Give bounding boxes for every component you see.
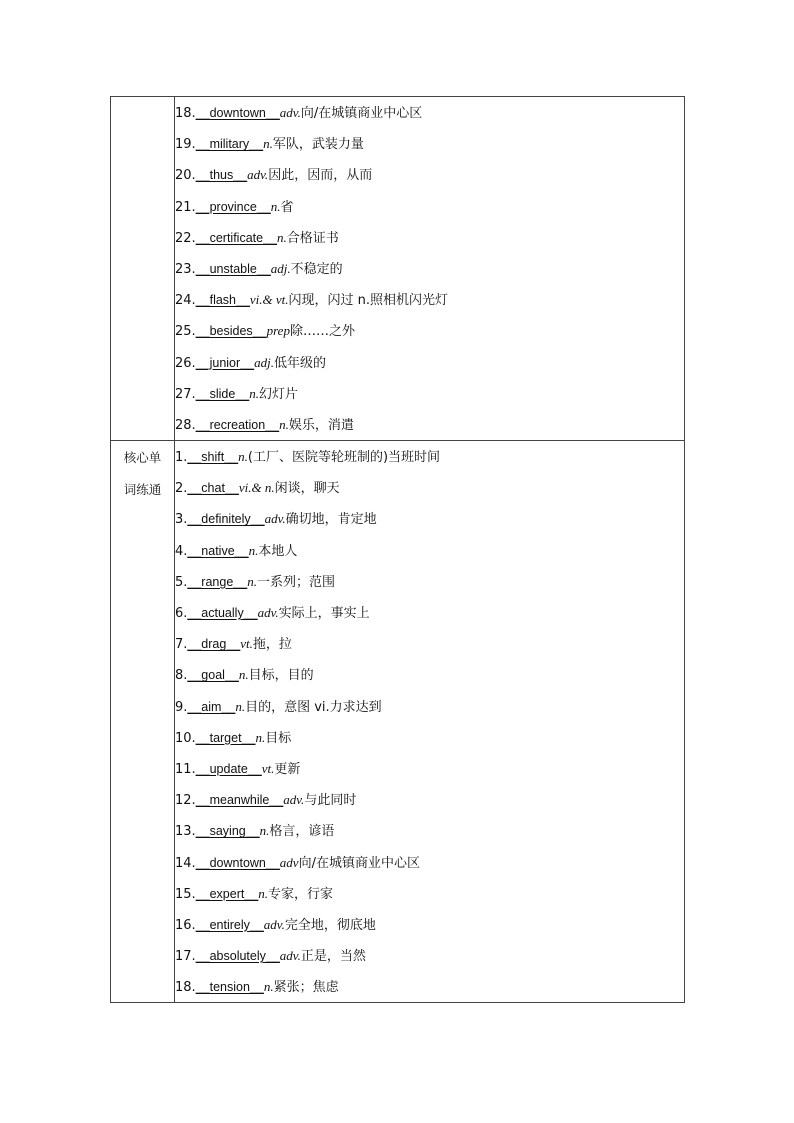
answer-word: __thus__ bbox=[195, 168, 248, 183]
entry-number: 7. bbox=[175, 637, 188, 653]
entry-number: 22. bbox=[175, 230, 196, 246]
entry-number: 4. bbox=[175, 543, 188, 559]
part-of-speech: n. bbox=[259, 823, 270, 839]
section-label-cell bbox=[111, 97, 175, 441]
part-of-speech: adv bbox=[279, 854, 299, 870]
part-of-speech: n. bbox=[235, 698, 246, 714]
section-label-cell bbox=[111, 441, 175, 1003]
entry-number: 24. bbox=[175, 293, 196, 309]
entry-number: 1. bbox=[175, 450, 188, 466]
answer-word: __slide__ bbox=[195, 386, 250, 401]
vocab-entry bbox=[175, 722, 684, 753]
entry-number: 18. bbox=[175, 106, 196, 121]
chinese-meaning: 低年级的 bbox=[273, 355, 326, 371]
chinese-meaning: (工厂、医院等轮班制的)当班时间 bbox=[247, 450, 441, 466]
entry-number: 15. bbox=[175, 886, 196, 902]
vocab-entry bbox=[175, 97, 684, 128]
chinese-meaning: 正是，当然 bbox=[300, 949, 366, 965]
vocab-entry bbox=[175, 566, 684, 597]
answer-word: __chat__ bbox=[187, 481, 239, 496]
vocabulary-table bbox=[110, 96, 685, 1003]
chinese-meaning: 向/在城镇商业中心区 bbox=[298, 855, 420, 871]
part-of-speech: adv. bbox=[247, 167, 269, 183]
answer-word: __drag__ bbox=[187, 637, 241, 652]
vocab-entry bbox=[175, 441, 684, 472]
vocab-entry bbox=[175, 909, 684, 940]
answer-word: __besides__ bbox=[195, 324, 267, 339]
vocab-entry bbox=[175, 753, 684, 784]
answer-word: __actually__ bbox=[187, 606, 258, 620]
word-list bbox=[175, 97, 685, 441]
part-of-speech: n. bbox=[249, 385, 259, 401]
chinese-meaning: 军队，武装力量 bbox=[272, 137, 364, 153]
entry-number: 16. bbox=[175, 917, 196, 933]
word-list bbox=[175, 441, 685, 1003]
answer-word: __certificate__ bbox=[195, 230, 277, 245]
chinese-meaning: 紧张；焦虑 bbox=[273, 980, 339, 996]
answer-word: __entirely__ bbox=[195, 917, 264, 932]
vocab-entry bbox=[175, 315, 684, 346]
answer-word: __absolutely__ bbox=[195, 949, 280, 964]
part-of-speech: vt. bbox=[240, 636, 253, 652]
vocab-entry bbox=[175, 971, 684, 1002]
answer-word: __province__ bbox=[195, 199, 271, 214]
vocab-entry bbox=[175, 784, 684, 815]
chinese-meaning: 幻灯片 bbox=[258, 386, 298, 402]
vocab-entry bbox=[175, 284, 684, 315]
answer-word: __goal__ bbox=[187, 668, 239, 683]
part-of-speech: n. bbox=[279, 416, 289, 432]
vocab-entry bbox=[175, 378, 684, 409]
part-of-speech: adv. bbox=[279, 105, 301, 120]
vocab-entry bbox=[175, 159, 684, 190]
part-of-speech: adv. bbox=[263, 916, 285, 932]
chinese-meaning: 因此，因而，从而 bbox=[268, 168, 373, 184]
chinese-meaning: 合格证书 bbox=[286, 230, 339, 246]
answer-word: __flash__ bbox=[195, 293, 250, 308]
vocab-entry bbox=[175, 191, 684, 222]
entry-number: 10. bbox=[175, 730, 196, 746]
vocab-entry bbox=[175, 503, 684, 534]
chinese-meaning: 实际上，事实上 bbox=[278, 606, 370, 621]
chinese-meaning: 闲谈，聊天 bbox=[274, 481, 340, 497]
entry-number: 27. bbox=[175, 386, 196, 402]
entry-number: 12. bbox=[175, 793, 196, 809]
chinese-meaning: 目标，目的 bbox=[248, 668, 314, 684]
chinese-meaning: 与此同时 bbox=[304, 793, 357, 809]
answer-word: __range__ bbox=[187, 574, 248, 589]
part-of-speech: n. bbox=[247, 573, 257, 589]
answer-word: __downtown__ bbox=[195, 855, 280, 870]
vocab-entry bbox=[175, 222, 684, 253]
chinese-meaning: 确切地，肯定地 bbox=[285, 512, 377, 528]
vocab-entry bbox=[175, 409, 684, 440]
vocab-entry bbox=[175, 628, 684, 659]
chinese-meaning: 完全地，彻底地 bbox=[284, 917, 376, 933]
vocab-entry bbox=[175, 940, 684, 971]
chinese-meaning: 向/在城镇商业中心区 bbox=[300, 106, 423, 121]
part-of-speech: vi.& n. bbox=[238, 480, 275, 496]
section-row-core-words bbox=[111, 441, 685, 1003]
vocab-entry bbox=[175, 128, 684, 159]
part-of-speech: n. bbox=[277, 229, 287, 245]
section-label-line: 核心单 bbox=[123, 450, 162, 466]
vocab-entry bbox=[175, 847, 684, 878]
entry-number: 8. bbox=[175, 668, 188, 684]
answer-word: __downtown__ bbox=[195, 106, 280, 120]
vocab-entry bbox=[175, 347, 684, 378]
entry-number: 5. bbox=[175, 574, 188, 590]
vocab-entry bbox=[175, 472, 684, 503]
entry-number: 21. bbox=[175, 199, 196, 215]
part-of-speech: n. bbox=[238, 449, 248, 465]
entry-number: 17. bbox=[175, 949, 196, 965]
part-of-speech: adj. bbox=[270, 260, 291, 276]
vocab-entry bbox=[175, 878, 684, 909]
entry-number: 14. bbox=[175, 855, 196, 871]
answer-word: __tension__ bbox=[195, 980, 264, 995]
entry-number: 13. bbox=[175, 824, 196, 840]
entry-number: 19. bbox=[175, 137, 196, 153]
answer-word: __saying__ bbox=[195, 824, 260, 839]
answer-word: __native__ bbox=[187, 543, 249, 558]
entry-number: 2. bbox=[175, 481, 188, 497]
entry-number: 23. bbox=[175, 261, 196, 277]
part-of-speech: prep bbox=[266, 323, 290, 339]
part-of-speech: adv. bbox=[257, 605, 279, 620]
answer-word: __update__ bbox=[195, 761, 262, 776]
answer-word: __military__ bbox=[195, 137, 264, 152]
vocab-entry bbox=[175, 815, 684, 846]
chinese-meaning: 本地人 bbox=[258, 543, 298, 559]
entry-number: 20. bbox=[175, 168, 196, 184]
chinese-meaning: 娱乐，消遣 bbox=[288, 417, 354, 433]
entry-number: 28. bbox=[175, 417, 196, 433]
entry-number: 11. bbox=[175, 761, 196, 777]
answer-word: __expert__ bbox=[195, 886, 259, 901]
answer-word: __meanwhile__ bbox=[195, 793, 284, 808]
entry-number: 25. bbox=[175, 324, 196, 340]
chinese-meaning: 拖，拉 bbox=[252, 637, 292, 653]
entry-number: 3. bbox=[175, 512, 188, 528]
part-of-speech: n. bbox=[263, 979, 274, 995]
part-of-speech: adj. bbox=[254, 354, 274, 370]
part-of-speech: n. bbox=[258, 885, 268, 901]
chinese-meaning: 目的，意图 vi.力求达到 bbox=[245, 699, 382, 715]
answer-word: __target__ bbox=[195, 730, 256, 745]
chinese-meaning: 闪现，闪过 n.照相机闪光灯 bbox=[288, 293, 449, 309]
answer-word: __definitely__ bbox=[187, 512, 265, 527]
vocab-entry bbox=[175, 659, 684, 690]
vocab-entry bbox=[175, 535, 684, 566]
answer-word: __recreation__ bbox=[195, 417, 280, 432]
part-of-speech: vi.& vt. bbox=[249, 292, 289, 308]
chinese-meaning: 省 bbox=[280, 199, 294, 215]
section-row-continued bbox=[111, 97, 685, 441]
part-of-speech: n. bbox=[238, 667, 249, 683]
part-of-speech: vt. bbox=[261, 760, 275, 776]
vocab-entry bbox=[175, 253, 684, 284]
chinese-meaning: 不稳定的 bbox=[290, 261, 343, 277]
part-of-speech: n. bbox=[248, 542, 259, 558]
chinese-meaning: 更新 bbox=[274, 761, 301, 777]
answer-word: __junior__ bbox=[195, 355, 255, 370]
entry-number: 6. bbox=[175, 606, 188, 621]
part-of-speech: n. bbox=[263, 136, 273, 152]
part-of-speech: adv. bbox=[283, 792, 305, 808]
chinese-meaning: 格言，谚语 bbox=[269, 824, 335, 840]
entry-number: 18. bbox=[175, 980, 196, 996]
vocab-entry bbox=[175, 597, 684, 628]
part-of-speech: adv. bbox=[279, 948, 301, 964]
part-of-speech: adv. bbox=[264, 511, 286, 527]
answer-word: __unstable__ bbox=[195, 261, 271, 276]
entry-number: 9. bbox=[175, 699, 188, 715]
vocabulary-table-body bbox=[111, 97, 685, 1003]
section-label-line: 词练通 bbox=[123, 482, 162, 498]
answer-word: __shift__ bbox=[187, 450, 239, 465]
chinese-meaning: 专家，行家 bbox=[268, 886, 334, 902]
part-of-speech: n. bbox=[255, 729, 266, 745]
part-of-speech: n. bbox=[270, 198, 281, 214]
vocab-entry bbox=[175, 691, 684, 722]
answer-word: __aim__ bbox=[187, 699, 236, 714]
chinese-meaning: 除……之外 bbox=[289, 324, 355, 340]
entry-number: 26. bbox=[175, 355, 196, 371]
chinese-meaning: 目标 bbox=[265, 730, 292, 746]
chinese-meaning: 一系列；范围 bbox=[256, 574, 335, 590]
